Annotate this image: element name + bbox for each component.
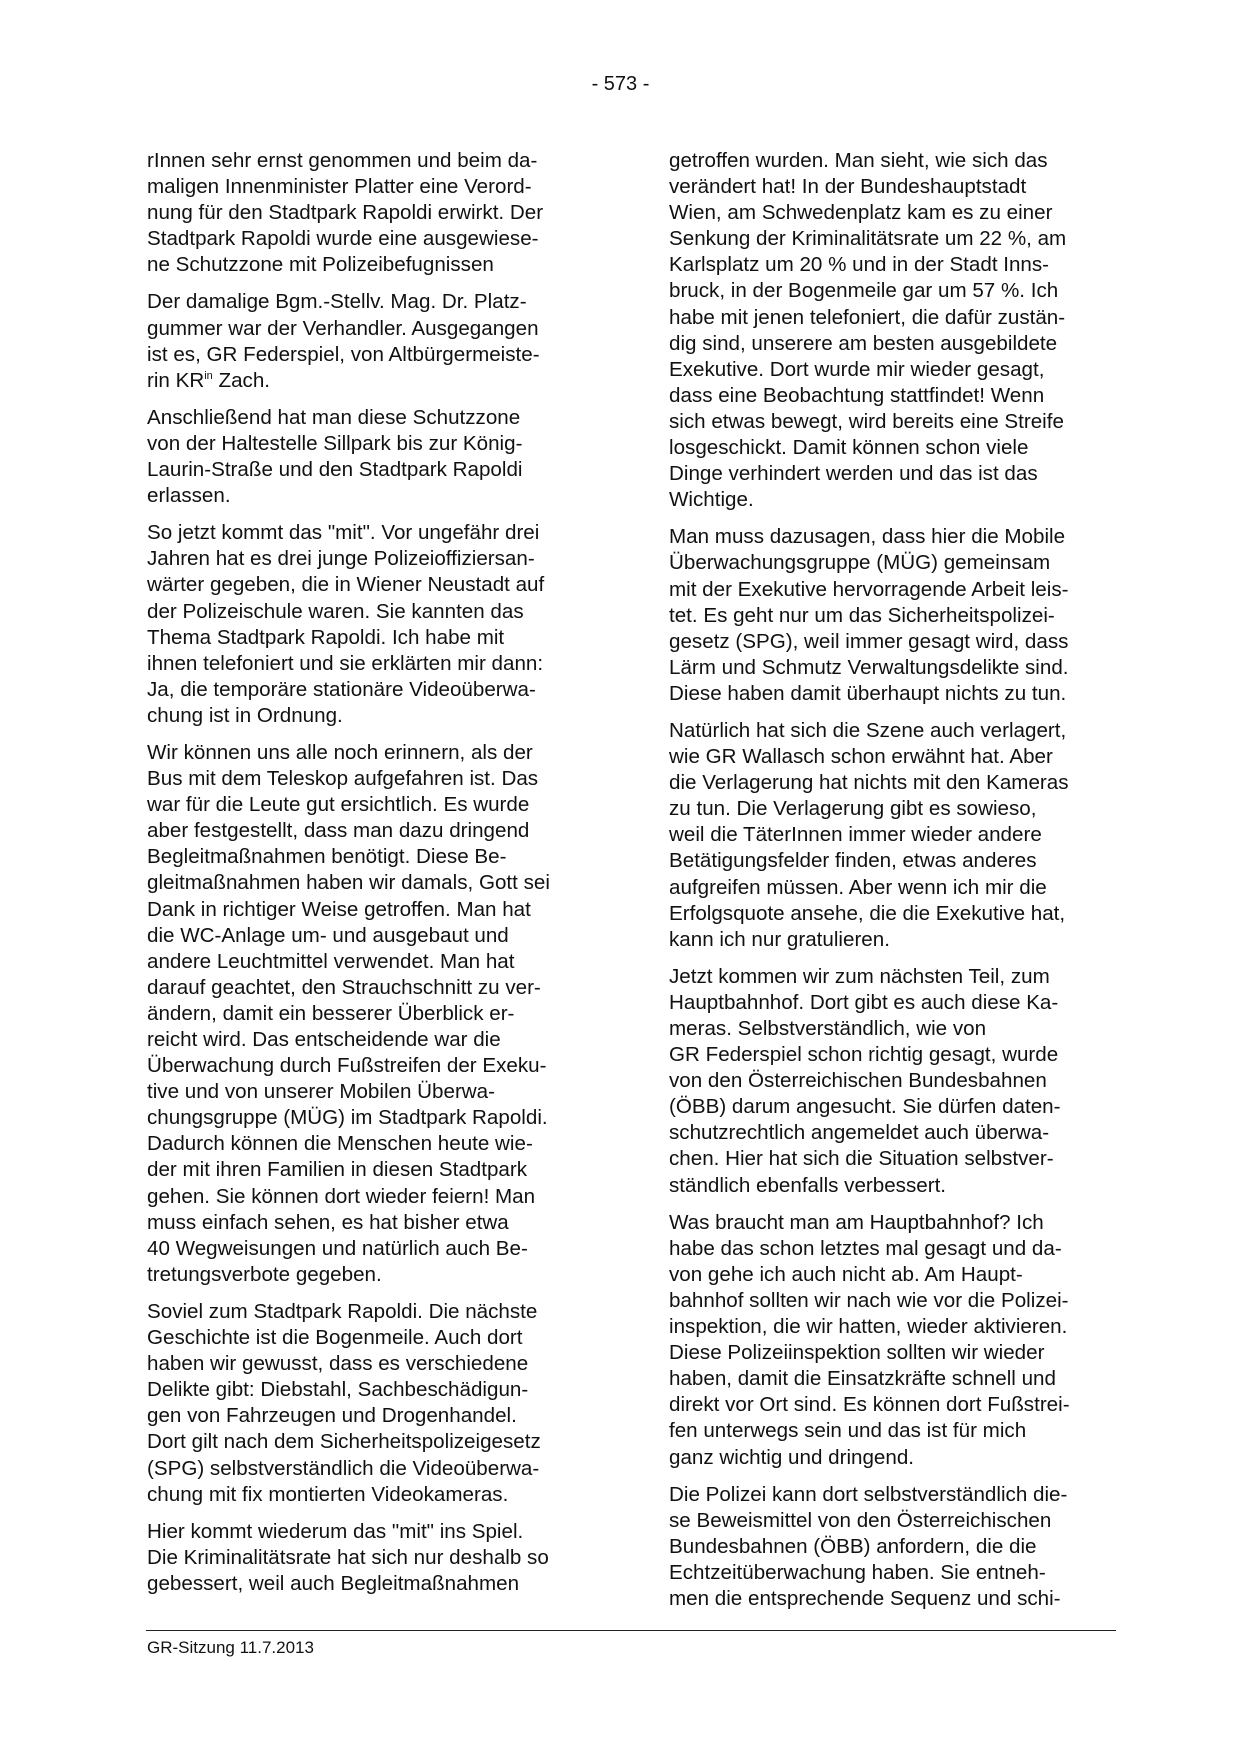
text-line: sich etwas bewegt, wird bereits eine Streife	[669, 409, 1064, 433]
paragraph	[669, 524, 1119, 707]
text-line: direkt vor Ort sind. Es können dort Fußstrei-	[669, 1393, 1070, 1417]
text-line: 40 Wegweisungen und natürlich auch Be-	[147, 1236, 528, 1260]
text-line: ständlich ebenfalls verbessert.	[669, 1173, 947, 1197]
text-line: Karlsplatz um 20 % und in der Stadt Inns-	[669, 253, 1050, 277]
text-line: ist es, GR Federspiel, von Altbürgermeiste-	[147, 342, 540, 366]
text-line: gebessert, weil auch Begleitmaßnahmen	[147, 1571, 520, 1595]
paragraph	[147, 520, 597, 729]
text-line: Echtzeitüberwachung haben. Sie entneh-	[669, 1560, 1046, 1584]
text-line: Bus mit dem Teleskop aufgefahren ist. Das	[147, 767, 539, 791]
text-line: Soviel zum Stadtpark Rapoldi. Die nächste	[147, 1299, 538, 1323]
text-line: tretungsverbote gegeben.	[147, 1262, 382, 1286]
text-line: Dadurch können die Menschen heute wie-	[147, 1132, 533, 1156]
text-line: Ja, die temporäre stationäre Videoüberwa-	[147, 677, 536, 701]
text-line: ändern, damit ein besserer Überblick er-	[147, 1001, 515, 1025]
text-line: mit der Exekutive hervorragende Arbeit leis-	[669, 577, 1069, 601]
text-line: Was braucht man am Hauptbahnhof? Ich	[669, 1210, 1044, 1234]
text-line-kr	[147, 368, 597, 394]
text-line: GR Federspiel schon richtig gesagt, wurde	[669, 1043, 1059, 1067]
text-line: chungsgruppe (MÜG) im Stadtpark Rapoldi.	[147, 1106, 548, 1130]
text-line: Jahren hat es drei junge Polizeioffiziersan-	[147, 547, 535, 571]
kr-suffix: Zach.	[212, 368, 271, 392]
text-line: ihnen telefoniert und sie erklärten mir dann:	[147, 651, 544, 675]
page-number: - 573 -	[591, 73, 650, 95]
text-line: haben, damit die Einsatzkräfte schnell und	[669, 1367, 1056, 1391]
text-line: Die Polizei kann dort selbstverständlich die-	[669, 1482, 1068, 1506]
text-line: bahnhof sollten wir nach wie vor die Polizei-	[669, 1288, 1069, 1312]
text-line: die WC-Anlage um- und ausgebaut und	[147, 923, 509, 947]
text-line: meras. Selbstverständlich, wie von	[669, 1017, 987, 1040]
text-line: ne Schutzzone mit Polizeibefugnissen	[147, 253, 494, 277]
text-line: schutzrechtlich angemeldet auch überwa-	[669, 1121, 1050, 1145]
text-line: von gehe ich auch nicht ab. Am Haupt-	[669, 1262, 1023, 1286]
text-line: So jetzt kommt das "mit". Vor ungefähr drei	[147, 521, 540, 545]
text-line: gesetz (SPG), weil immer gesagt wird, dass	[669, 629, 1069, 653]
text-line: Laurin-Straße und den Stadtpark Rapoldi	[147, 458, 523, 482]
text-line: losgeschickt. Damit können schon viele	[669, 436, 1029, 460]
text-line: gehen. Sie können dort wieder feiern! Man	[147, 1184, 536, 1208]
text-line: erlassen.	[147, 484, 231, 508]
text-line: wärter gegeben, die in Wiener Neustadt auf	[147, 573, 545, 597]
text-line: Senkung der Kriminalitätsrate um 22 %, am	[669, 227, 1067, 251]
paragraph	[147, 740, 597, 1288]
text-line: darauf geachtet, den Strauchschnitt zu ver-	[147, 975, 541, 999]
text-line: maligen Innenminister Platter eine Verord-	[147, 175, 532, 199]
text-line: Natürlich hat sich die Szene auch verlagert,	[669, 718, 1067, 742]
text-line: inspektion, die wir hatten, wieder aktivieren.	[669, 1315, 1068, 1339]
text-line: Wir können uns alle noch erinnern, als der	[147, 740, 533, 764]
text-line: nung für den Stadtpark Rapoldi erwirkt. Der	[147, 201, 544, 225]
text-line: dig sind, unserere am besten ausgebildete	[669, 331, 1058, 355]
text-line: Dank in richtiger Weise getroffen. Man hat	[147, 897, 531, 921]
text-line: fen unterwegs sein und das ist für mich	[669, 1419, 1027, 1443]
text-line: Jetzt kommen wir zum nächsten Teil, zum	[669, 964, 1050, 988]
text-line: Anschließend hat man diese Schutzzone	[147, 405, 521, 429]
text-line: bruck, in der Bogenmeile gar um 57 %. Ich	[669, 279, 1059, 303]
text-line: dass eine Beobachtung stattfindet! Wenn	[669, 383, 1045, 407]
text-line: aber festgestellt, dass man dazu dringend	[147, 819, 530, 843]
paragraph	[669, 718, 1119, 953]
paragraph	[147, 148, 597, 278]
text-line: muss einfach sehen, es hat bisher etwa	[147, 1210, 509, 1234]
text-line: Dort gilt nach dem Sicherheitspolizeigesetz	[147, 1430, 541, 1454]
text-line: Stadtpark Rapoldi wurde eine ausgewiese-	[147, 227, 539, 251]
text-line: von den Österreichischen Bundesbahnen	[669, 1069, 1047, 1093]
text-line: Man muss dazusagen, dass hier die Mobile	[669, 525, 1066, 549]
text-line: Diese haben damit überhaupt nichts zu tun.	[669, 681, 1067, 705]
text-line: der mit ihren Familien in diesen Stadtpark	[147, 1158, 528, 1182]
text-line: men die entsprechende Sequenz und schi-	[669, 1586, 1061, 1610]
paragraph	[669, 1482, 1119, 1612]
text-line: (SPG) selbstverständlich die Videoüberwa-	[147, 1456, 540, 1480]
footer-session-date: GR-Sitzung 11.7.2013	[147, 1638, 314, 1657]
paragraph	[669, 964, 1119, 1199]
right-column	[669, 148, 1119, 1623]
text-line: haben wir gewusst, dass es verschiedene	[147, 1352, 529, 1376]
text-line: Thema Stadtpark Rapoldi. Ich habe mit	[147, 625, 505, 649]
text-line: Die Kriminalitätsrate hat sich nur deshalb so	[147, 1545, 549, 1569]
text-line: aufgreifen müssen. Aber wenn ich mir die	[669, 875, 1047, 899]
text-line: gen von Fahrzeugen und Drogenhandel.	[147, 1404, 517, 1428]
text-line: getroffen wurden. Man sieht, wie sich das	[669, 149, 1048, 172]
text-line: Delikte gibt: Diebstahl, Sachbeschädigun-	[147, 1378, 529, 1402]
text-line: Überwachungsgruppe (MÜG) gemeinsam	[669, 551, 1051, 575]
text-line: Lärm und Schmutz Verwaltungsdelikte sind.	[669, 655, 1069, 679]
text-line: habe mit jenen telefoniert, die dafür zustän-	[669, 305, 1066, 329]
text-line: Bundesbahnen (ÖBB) anfordern, die die	[669, 1534, 1037, 1558]
text-line: rInnen sehr ernst genommen und beim da-	[147, 149, 538, 172]
text-line: von der Haltestelle Sillpark bis zur König-	[147, 431, 523, 455]
text-line: chen. Hier hat sich die Situation selbstver-	[669, 1147, 1054, 1171]
text-line: tive und von unserer Mobilen Überwa-	[147, 1080, 495, 1104]
text-line: weil die TäterInnen immer wieder andere	[669, 823, 1042, 847]
text-line: Exekutive. Dort wurde mir wieder gesagt,	[669, 357, 1045, 381]
paragraph	[147, 1519, 597, 1597]
paragraph	[147, 1299, 597, 1508]
text-line: gleitmaßnahmen haben wir damals, Gott sei	[147, 871, 550, 895]
text-line: chung mit fix montierten Videokameras.	[147, 1482, 509, 1506]
text-line: andere Leuchtmittel verwendet. Man hat	[147, 949, 515, 973]
text-line: verändert hat! In der Bundeshauptstadt	[669, 175, 1027, 199]
text-line: chung ist in Ordnung.	[147, 703, 343, 727]
text-line: Dinge verhindert werden und das ist das	[669, 462, 1038, 486]
kr-superscript: in	[204, 369, 213, 382]
text-line: Diese Polizeiinspektion sollten wir wieder	[669, 1341, 1045, 1365]
text-line: der Polizeischule waren. Sie kannten das	[147, 599, 524, 623]
text-line: war für die Leute gut ersichtlich. Es wurde	[147, 793, 530, 817]
text-line: kann ich nur gratulieren.	[669, 927, 890, 951]
text-line: reicht wird. Das entscheidende war die	[147, 1028, 501, 1051]
paragraph	[669, 148, 1119, 513]
kr-prefix: rin KR	[147, 368, 205, 392]
text-line: die Verlagerung hat nichts mit den Kameras	[669, 771, 1069, 795]
text-line: ganz wichtig und dringend.	[669, 1445, 915, 1469]
text-line: Begleitmaßnahmen benötigt. Diese Be-	[147, 845, 507, 869]
text-line: zu tun. Die Verlagerung gibt es sowieso,	[669, 797, 1037, 821]
footer-divider	[146, 1630, 1116, 1631]
paragraph	[147, 289, 597, 393]
text-line: Wien, am Schwedenplatz kam es zu einer	[669, 201, 1053, 225]
text-line: habe das schon letztes mal gesagt und da-	[669, 1236, 1062, 1260]
text-line: (ÖBB) darum angesucht. Sie dürfen daten-	[669, 1095, 1061, 1119]
text-line: tet. Es geht nur um das Sicherheitspolizei-	[669, 603, 1055, 627]
text-line: wie GR Wallasch schon erwähnt hat. Aber	[669, 745, 1053, 769]
text-line: Geschichte ist die Bogenmeile. Auch dort	[147, 1326, 523, 1350]
text-line: Hauptbahnhof. Dort gibt es auch diese Ka-	[669, 990, 1059, 1014]
text-line: Der damalige Bgm.-Stellv. Mag. Dr. Platz-	[147, 290, 527, 314]
text-line: Erfolgsquote ansehe, die die Exekutive hat,	[669, 901, 1066, 925]
text-line: gummer war der Verhandler. Ausgegangen	[147, 316, 539, 340]
text-line: se Beweismittel von den Österreichischen	[669, 1508, 1052, 1532]
text-line: Wichtige.	[669, 488, 754, 512]
left-column	[147, 148, 597, 1608]
text-line: Überwachung durch Fußstreifen der Exeku-	[147, 1054, 547, 1078]
paragraph	[669, 1210, 1119, 1471]
text-line: Hier kommt wiederum das "mit" ins Spiel.	[147, 1519, 524, 1543]
text-line: Betätigungsfelder finden, etwas anderes	[669, 849, 1037, 873]
paragraph	[147, 405, 597, 509]
